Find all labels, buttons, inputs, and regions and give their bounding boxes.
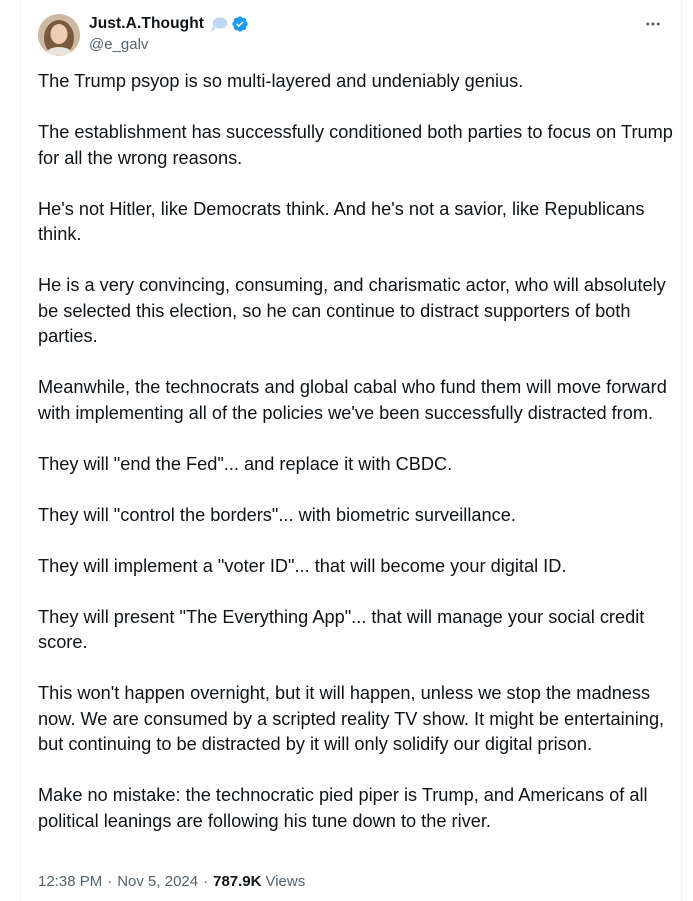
tweet-paragraph: They will "end the Fed"... and replace it with CBDC.	[38, 453, 453, 474]
more-horizontal-icon[interactable]	[643, 14, 663, 34]
tweet-paragraph: This won't happen overnight, but it will happen, unless we stop the madness now. We are consumed by a scripted reality TV show. It might be entertaining, but continuing to be distracted by it will only solidify our digital prison.	[38, 683, 665, 754]
views-label: Views	[265, 873, 306, 890]
tweet-paragraph: The Trump psyop is so multi-layered and undeniably genius.	[38, 71, 524, 91]
author-display-name[interactable]: Just.A.Thought	[89, 15, 205, 32]
tweet-time[interactable]: 12:38 PM	[38, 873, 103, 890]
tweet-paragraph: They will "control the borders"... with biometric surveillance.	[38, 504, 516, 525]
author-name-row	[89, 13, 249, 35]
author-handle[interactable]: @e_galv	[89, 36, 149, 53]
tweet-paragraph: He's not Hitler, like Democrats think. And he's not a savior, like Republicans think.	[38, 198, 645, 244]
verified-badge-icon[interactable]	[231, 15, 249, 33]
meta-separator: ·	[203, 873, 209, 890]
tweet-text	[38, 69, 674, 834]
tweet-date[interactable]: Nov 5, 2024	[117, 873, 199, 890]
tweet-paragraph: Make no mistake: the technocratic pied piper is Trump, and Americans of all political leanings are following his tune down to the river.	[38, 785, 648, 831]
tweet-card	[20, 0, 682, 901]
tweet-paragraph: The establishment has successfully conditioned both parties to focus on Trump for all the wrong reasons.	[38, 122, 673, 168]
tweet-metadata	[38, 873, 305, 890]
tweet-paragraph: They will present "The Everything App"... that will manage your social credit score.	[38, 606, 645, 652]
tweet-paragraph: Meanwhile, the technocrats and global cabal who fund them will move forward with implementing all of the policies we've been successfully distracted from.	[38, 377, 667, 423]
avatar[interactable]	[38, 14, 80, 56]
tweet-paragraph: They will implement a "voter ID"... that will become your digital ID.	[38, 555, 567, 576]
speech-bubble-icon	[210, 16, 228, 32]
views-count[interactable]: 787.9K	[213, 873, 262, 890]
tweet-paragraph: He is a very convincing, consuming, and charismatic actor, who will absolutely be selected this election, so he can continue to distract supporters of both parties.	[38, 275, 666, 346]
meta-separator: ·	[107, 873, 113, 890]
